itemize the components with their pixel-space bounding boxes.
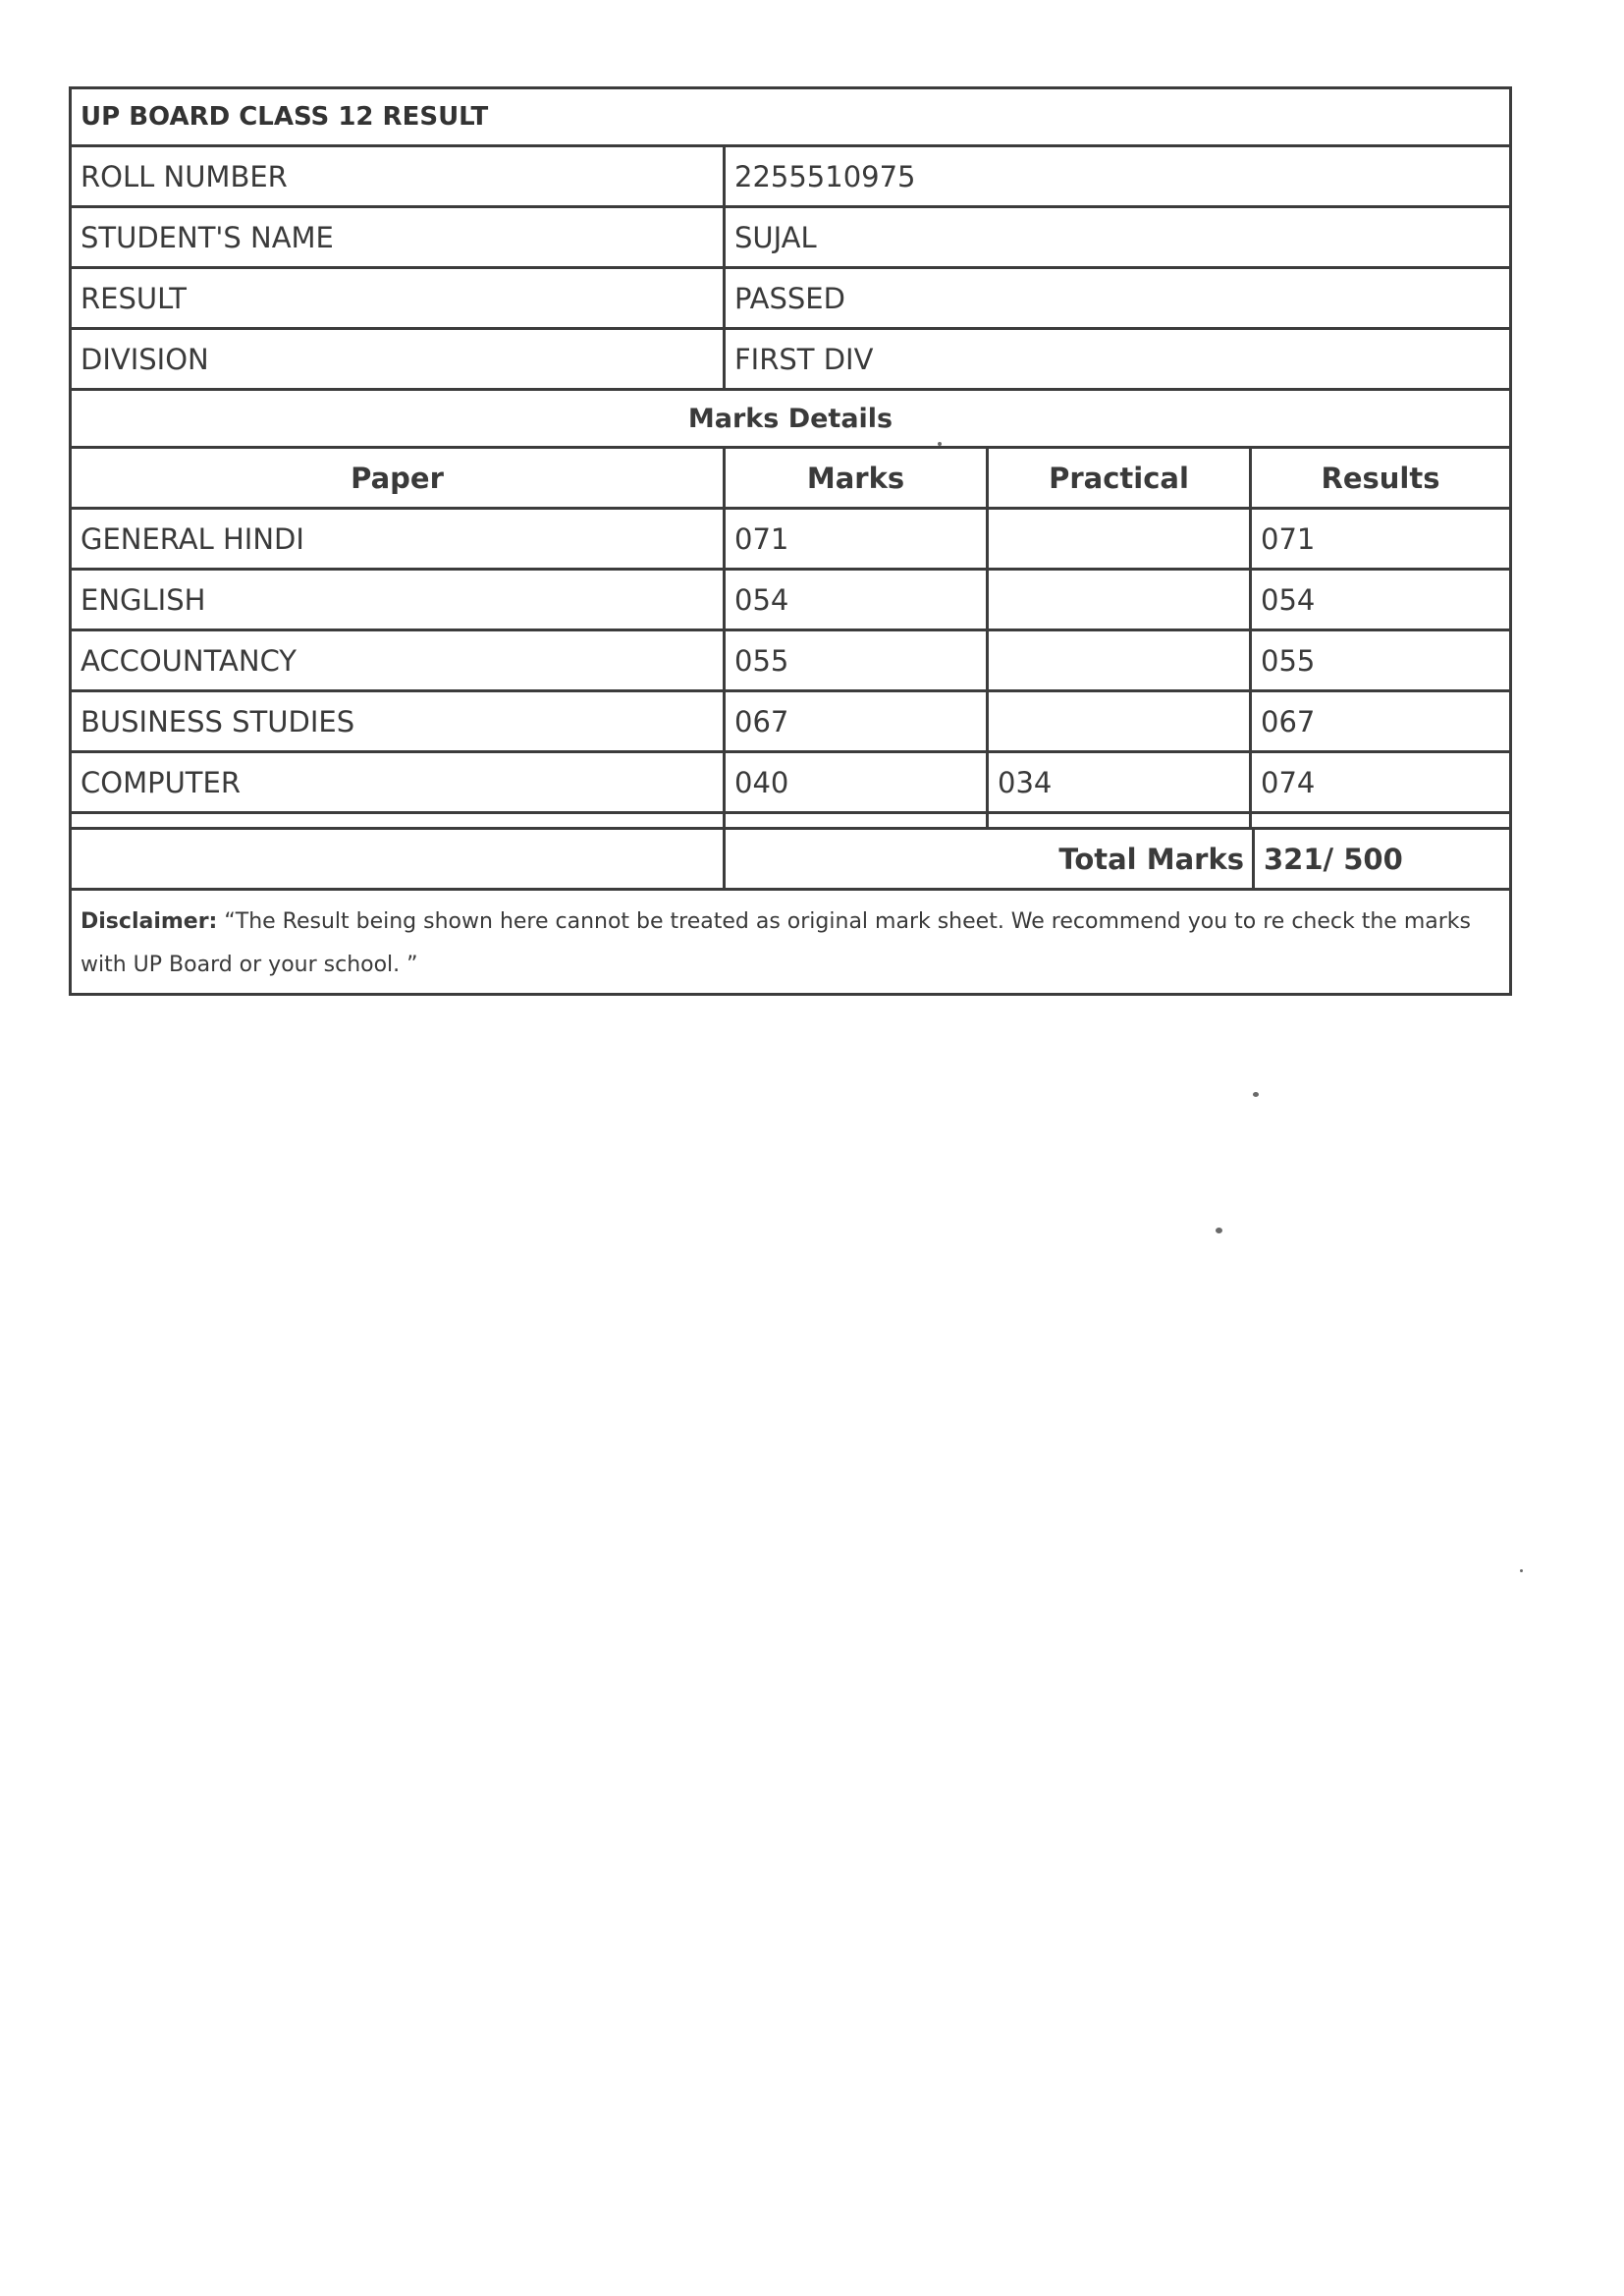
scan-speck	[1520, 1569, 1523, 1572]
student-name-label: STUDENT'S NAME	[72, 208, 726, 266]
paper-result: 074	[1261, 765, 1316, 799]
roll-number-label: ROLL NUMBER	[72, 147, 726, 205]
spacer-cell	[726, 814, 989, 827]
column-header-results: Results	[1321, 461, 1440, 495]
paper-result: 055	[1261, 643, 1316, 678]
table-row	[72, 510, 1509, 571]
paper-name: ACCOUNTANCY	[72, 631, 726, 689]
table-row	[72, 631, 1509, 692]
division-value: FIRST DIV	[734, 342, 874, 376]
student-name-value: SUJAL	[734, 220, 817, 254]
paper-practical	[989, 631, 1252, 689]
info-row-division	[72, 330, 1509, 391]
spacer-row	[72, 814, 1509, 830]
total-marks-value: 321/ 500	[1264, 842, 1403, 876]
info-row-result	[72, 269, 1509, 330]
paper-practical	[989, 571, 1252, 629]
info-row-student-name	[72, 208, 1509, 269]
column-header-paper: Paper	[72, 449, 726, 507]
disclaimer-label: Disclaimer:	[81, 909, 218, 934]
paper-marks: 067	[726, 692, 989, 750]
paper-marks: 055	[726, 631, 989, 689]
result-value: PASSED	[734, 281, 845, 315]
table-row	[72, 571, 1509, 631]
info-row-roll-number	[72, 147, 1509, 208]
result-table	[69, 86, 1512, 996]
paper-practical	[989, 692, 1252, 750]
marks-details-row	[72, 391, 1509, 449]
table-row	[72, 753, 1509, 814]
result-title: UP BOARD CLASS 12 RESULT	[81, 102, 489, 132]
total-row	[72, 830, 1509, 891]
column-header-row	[72, 449, 1509, 510]
spacer-cell	[72, 814, 726, 827]
column-header-practical: Practical	[989, 449, 1252, 507]
spacer-cell	[989, 814, 1252, 827]
paper-name: BUSINESS STUDIES	[72, 692, 726, 750]
paper-practical: 034	[989, 753, 1252, 811]
paper-name: GENERAL HINDI	[72, 510, 726, 568]
spacer-cell	[1252, 814, 1509, 827]
paper-result: 071	[1261, 521, 1316, 556]
total-empty-cell	[72, 830, 726, 888]
disclaimer	[72, 891, 1509, 993]
marks-details-heading: Marks Details	[687, 403, 893, 434]
scan-speck	[1253, 1092, 1259, 1097]
scan-speck	[938, 442, 942, 446]
paper-result: 067	[1261, 704, 1316, 738]
paper-marks: 054	[726, 571, 989, 629]
result-label: RESULT	[72, 269, 726, 327]
table-row	[72, 692, 1509, 753]
paper-name: ENGLISH	[72, 571, 726, 629]
title-row	[72, 89, 1509, 147]
paper-practical	[989, 510, 1252, 568]
paper-marks: 071	[726, 510, 989, 568]
disclaimer-row	[72, 891, 1509, 993]
scan-speck	[1216, 1228, 1222, 1233]
division-label: DIVISION	[72, 330, 726, 388]
paper-marks: 040	[726, 753, 989, 811]
paper-name: COMPUTER	[72, 753, 726, 811]
roll-number-value: 2255510975	[734, 159, 916, 193]
column-header-marks: Marks	[726, 449, 989, 507]
paper-result: 054	[1261, 582, 1316, 617]
total-marks-label: Total Marks	[726, 830, 1255, 888]
disclaimer-text: “The Result being shown here cannot be treated as original mark sheet. We recommend you to re check the marks with UP Board or your school. ”	[81, 909, 1471, 977]
